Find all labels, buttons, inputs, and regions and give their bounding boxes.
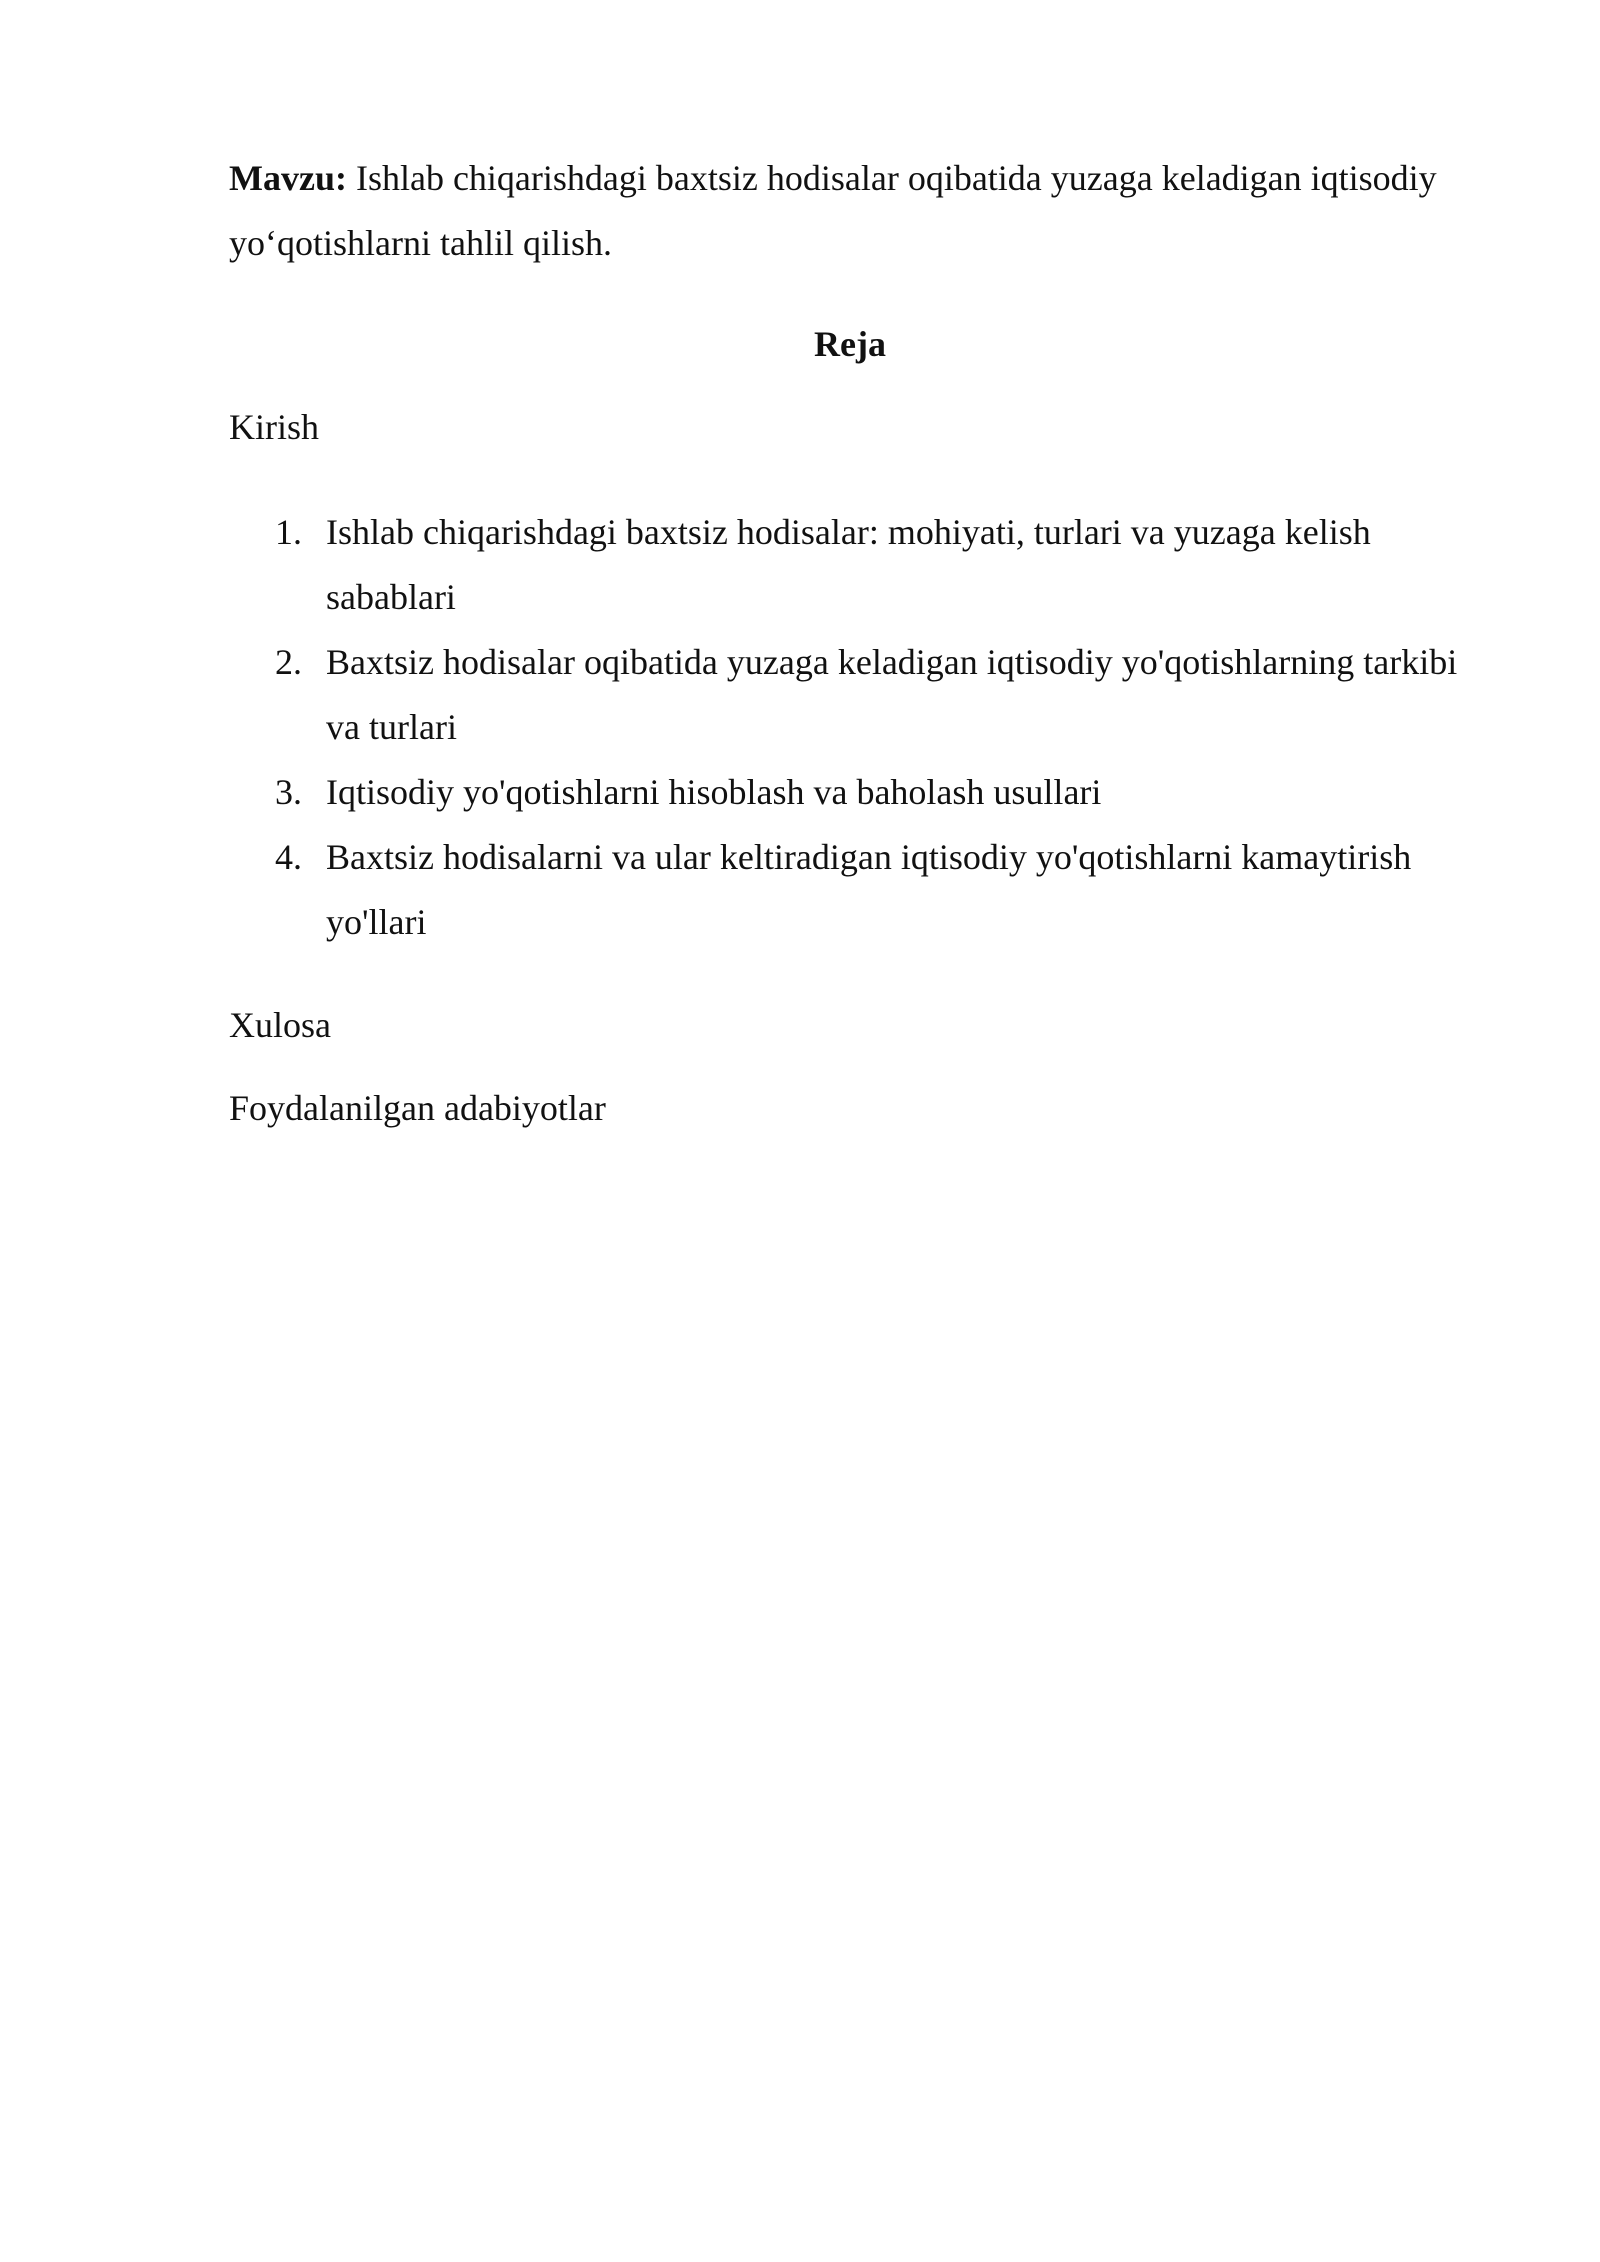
references-heading: Foydalanilgan adabiyotlar xyxy=(229,1088,606,1128)
topic-label: Mavzu: xyxy=(229,158,347,198)
topic-paragraph xyxy=(229,146,1471,276)
topic-text: Ishlab chiqarishdagi baxtsiz hodisalar oqibatida yuzaga keladigan iqtisodiy yo‘qotishlarni tahlil qilish. xyxy=(229,158,1437,263)
plan-item-number: 3. xyxy=(275,772,302,812)
plan-item-number: 2. xyxy=(275,642,302,682)
plan-item-number: 1. xyxy=(275,512,302,552)
plan-item xyxy=(229,500,1471,630)
plan-item-text: Baxtsiz hodisalar oqibatida yuzaga keladigan iqtisodiy yo'qotishlarning tarkibi va turlari xyxy=(326,642,1458,747)
plan-item-number: 4. xyxy=(275,837,302,877)
plan-item xyxy=(229,825,1471,955)
document-content xyxy=(229,146,1471,1141)
plan-item-text: Iqtisodiy yo'qotishlarni hisoblash va baholash usullari xyxy=(326,772,1102,812)
plan-item xyxy=(229,760,1471,825)
plan-item-text: Ishlab chiqarishdagi baxtsiz hodisalar: mohiyati, turlari va yuzaga kelish sabablari xyxy=(326,512,1371,617)
conclusion-heading: Xulosa xyxy=(229,1005,331,1045)
intro-heading: Kirish xyxy=(229,407,319,447)
plan-title: Reja xyxy=(814,324,886,364)
plan-item xyxy=(229,630,1471,760)
plan-item-text: Baxtsiz hodisalarni va ular keltiradigan iqtisodiy yo'qotishlarni kamaytirish yo'llari xyxy=(326,837,1412,942)
plan-list xyxy=(229,500,1471,955)
